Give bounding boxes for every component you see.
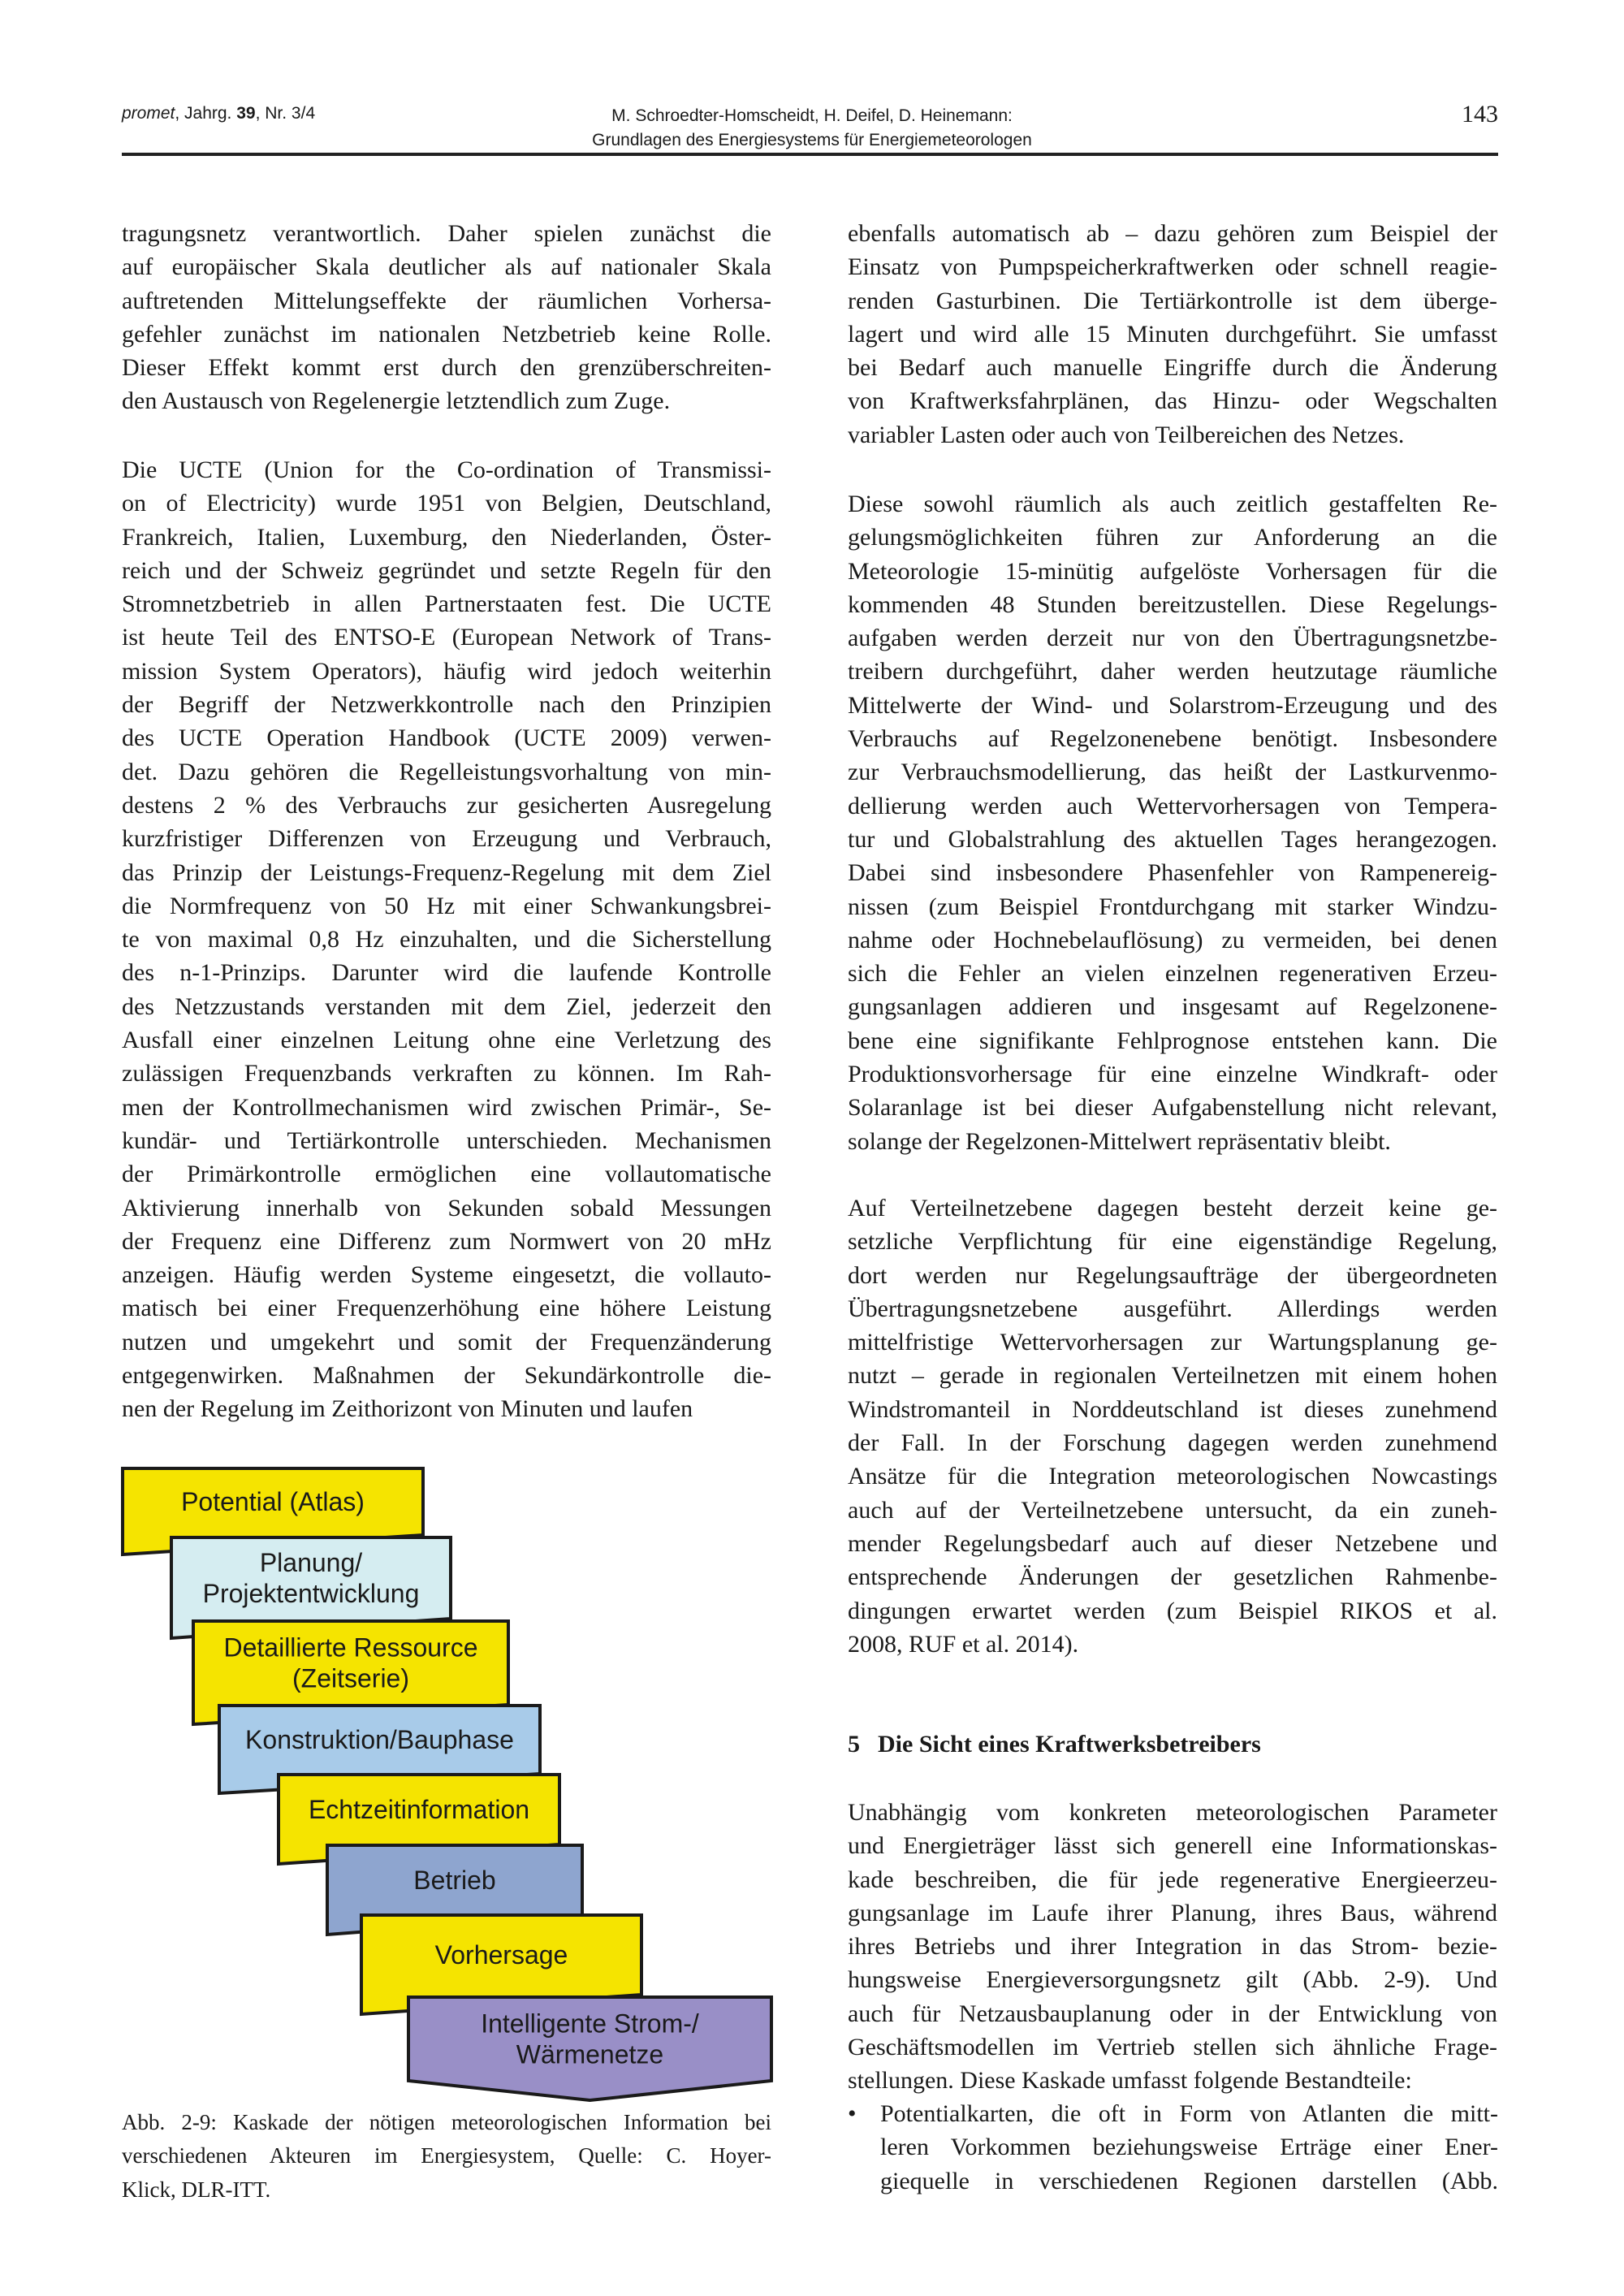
text-line: nutzen und umgekehrt und somit der Frequenzänderung — [122, 1328, 771, 1356]
text-line: entsprechende Änderungen der gesetzlichen Rahmenbe- — [848, 1563, 1497, 1591]
text-line: setzliche Verpflichtung für eine eigenständige Regelung, — [848, 1228, 1497, 1256]
text-line: mittelfristige Wettervorhersagen zur Wartungsplanung ge- — [848, 1329, 1497, 1356]
text-line: tur und Globalstrahlung des aktuellen Tages herangezogen. — [848, 825, 1497, 853]
text-line: kade beschreiben, die für jede regenerative Energieerzeu- — [848, 1866, 1497, 1893]
text-line: Produktionsvorhersage für eine einzelne Windkraft- oder — [848, 1061, 1497, 1088]
right-paragraph-1 — [848, 217, 1497, 452]
text-line: kommenden 48 Stunden bereitzustellen. Diese Regelungs- — [848, 590, 1497, 618]
text-line: sich die Fehler an vielen einzelnen regenerativen Erzeu- — [848, 960, 1497, 988]
text-line: dort werden nur Regelungsaufträge der übergeordneten — [848, 1261, 1497, 1289]
text-line: des n-1-Prinzips. Darunter wird die laufende Kontrolle — [122, 959, 771, 987]
cascade-step-label: Wärmenetze — [516, 2039, 664, 2069]
text-line: der Fall. In der Forschung dagegen werden zunehmend — [848, 1429, 1497, 1457]
text-line: Diese sowohl räumlich als auch zeitlich gestaffelten Re- — [848, 491, 1497, 517]
text-line: nissen (zum Beispiel Frontdurchgang mit starker Windzu- — [848, 893, 1497, 920]
text-line: Stromnetzbetrieb in allen Partnerstaaten fest. Die UCTE — [122, 590, 771, 618]
section-number: 5 — [848, 1731, 860, 1758]
text-line: Abb. 2-9: Kaskade der nötigen meteorologischen Information bei — [122, 2110, 771, 2134]
text-line: Klick, DLR-ITT. — [122, 2177, 271, 2202]
text-line: treibern durchgeführt, daher werden heutzutage räumliche — [848, 658, 1497, 685]
text-line: kurzfristiger Differenzen von Erzeugung und Verbrauch, — [122, 825, 771, 853]
authors: M. Schroedter-Homscheidt, H. Deifel, D. Heinemann: — [611, 106, 1013, 125]
text-line: Windstromanteil in Norddeutschland ist dieses zunehmend — [848, 1395, 1497, 1423]
cascade-step-label: Konstruktion/Bauphase — [245, 1725, 514, 1754]
text-line: ist heute Teil des ENTSO-E (European Network of Trans- — [122, 624, 771, 651]
text-line: stellungen. Diese Kaskade umfasst folgende Bestandteile: — [848, 2067, 1412, 2095]
text-line: reich und der Schweiz gegründet und setzte Regeln für den — [122, 556, 771, 584]
text-line: Solaranlage ist bei dieser Aufgabenstellung nicht relevant, — [848, 1094, 1497, 1122]
volume-number: 39 — [236, 104, 256, 123]
text-line: det. Dazu gehören die Regelleistungsvorhaltung von min- — [122, 758, 771, 785]
text-line: lagert und wird alle 15 Minuten durchgeführt. Sie umfasst — [848, 320, 1497, 348]
text-line: gungsanlage im Laufe ihrer Planung, ihres Baus, während — [848, 1899, 1497, 1926]
text-line: hungsweise Energieversorgungsnetz gilt (Abb. 2-9). Und — [848, 1966, 1497, 1994]
text-line: aufgaben werden derzeit nur von den Übertragungsnetzbe- — [848, 625, 1497, 652]
text-line: Unabhängig vom konkreten meteorologischen Parameter — [848, 1799, 1497, 1826]
volume-label: , Jahrg. — [175, 104, 237, 123]
text-line: Dabei sind insbesondere Phasenfehler von Rampenereig- — [848, 859, 1497, 887]
text-line: Meteorologie 15-minütig aufgelöste Vorhersagen für die — [848, 557, 1497, 585]
text-line: und Energieträger lässt sich generell eine Informationskas- — [848, 1832, 1497, 1860]
text-line: auch auf der Verteilnetzebene untersucht, da ein zuneh- — [848, 1496, 1497, 1524]
text-line: Die UCTE (Union for the Co-ordination of Transmissi- — [122, 456, 771, 483]
text-line: leren Vorkommen beziehungsweise Erträge einer Ener- — [880, 2134, 1498, 2161]
text-line: der Primärkontrolle ermöglichen eine vollautomatische — [122, 1161, 771, 1188]
text-line: des UCTE Operation Handbook (UCTE 2009) verwen- — [122, 724, 771, 752]
text-line: Aktivierung innerhalb von Sekunden sobald Messungen — [122, 1194, 771, 1222]
text-line: tragungsnetz verantwortlich. Daher spielen zunächst die — [122, 220, 771, 247]
cascade-step — [408, 1997, 771, 2100]
cascade-step-label: Projektentwicklung — [202, 1579, 420, 1608]
text-line: men der Kontrollmechanismen wird zwischen Primär-, Se- — [122, 1093, 771, 1121]
text-line: von Kraftwerksfahrplänen, das Hinzu- oder Wegschalten — [848, 387, 1497, 415]
text-line: entgegenwirken. Maßnahmen der Sekundärkontrolle die- — [122, 1362, 771, 1390]
journal-name: promet — [122, 104, 175, 123]
text-line: den Austausch von Regelenergie letztendlich zum Zuge. — [122, 387, 671, 415]
cascade-step-label: (Zeitserie) — [292, 1663, 410, 1693]
cascade-step-label: Planung/ — [259, 1548, 363, 1577]
text-line: solange der Regelzonen-Mittelwert repräsentativ bleibt. — [848, 1127, 1391, 1155]
text-line: nen der Regelung im Zeithorizont von Minuten und laufen — [122, 1395, 693, 1423]
cascade-step-label: Potential (Atlas) — [181, 1487, 365, 1516]
text-line: Geschäftsmodellen im Vertrieb stellen sich ähnliche Frage- — [848, 2034, 1497, 2061]
text-line: das Prinzip der Leistungs-Frequenz-Regelung mit dem Ziel — [122, 858, 771, 886]
bullet-icon: • — [848, 2100, 857, 2127]
text-line: ebenfalls automatisch ab – dazu gehören zum Beispiel der — [848, 220, 1497, 247]
text-line: on of Electricity) wurde 1951 von Belgien, Deutschland, — [122, 490, 771, 517]
text-line: 2008, RUF et al. 2014). — [848, 1630, 1079, 1658]
text-line: dellierung werden auch Wettervorhersagen von Tempera- — [848, 792, 1497, 819]
page-number: 143 — [1462, 101, 1498, 128]
text-line: ihres Betriebs und ihrer Integration in das Strom- bezie- — [848, 1933, 1497, 1961]
figure-caption — [122, 2107, 771, 2207]
text-line: der Begriff der Netzwerkkontrolle nach den Prinzipien — [122, 691, 771, 719]
text-line: anzeigen. Häufig werden Systeme eingesetzt, die vollauto- — [122, 1261, 771, 1289]
text-line: dingungen erwartet werden (zum Beispiel RIKOS et al. — [848, 1597, 1497, 1624]
cascade-figure — [0, 0, 812, 2193]
text-line: variabler Lasten oder auch von Teilbereichen des Netzes. — [848, 421, 1405, 448]
text-line: Frankreich, Italien, Luxemburg, den Niederlanden, Öster- — [122, 523, 771, 551]
section-heading — [848, 1727, 1279, 1761]
right-paragraph-2 — [848, 487, 1497, 1158]
cascade-step-label: Detaillierte Ressource — [223, 1632, 478, 1663]
right-paragraph-3 — [848, 1191, 1497, 1661]
text-line: destens 2 % des Verbrauchs zur gesicherten Ausregelung — [122, 791, 771, 819]
text-line: gungsanlagen addieren und insgesamt auf Regelzonene- — [848, 993, 1497, 1021]
text-line: die Normfrequenz von 50 Hz mit einer Schwankungsbrei- — [122, 892, 771, 919]
cascade-step-label: Betrieb — [413, 1866, 496, 1895]
text-line: Mittelwerte der Wind- und Solarstrom-Erzeugung und des — [848, 691, 1497, 719]
cascade-step-label: Vorhersage — [434, 1940, 568, 1970]
text-line: zulässigen Frequenzbands verkraften zu können. Im Rah- — [122, 1060, 771, 1087]
text-line: bei Bedarf auch manuelle Eingriffe durch die Änderung — [848, 354, 1497, 382]
bullet-text — [880, 2097, 1498, 2198]
text-line: auch für Netzausbauplanung oder in der Entwicklung von — [848, 2000, 1497, 2027]
text-line: giequelle in verschiedenen Regionen darstellen (Abb. — [880, 2167, 1498, 2194]
cascade-step-label: Echtzeitinformation — [308, 1795, 530, 1824]
text-line: gelungsmöglichkeiten führen zur Anforderung an die — [848, 524, 1497, 551]
text-line: matisch bei einer Frequenzerhöhung eine höhere Leistung — [122, 1295, 771, 1322]
text-line: Dieser Effekt kommt erst durch den grenzüberschreiten- — [122, 354, 771, 382]
text-line: zur Verbrauchsmodellierung, das heißt der Lastkurvenmo- — [848, 759, 1497, 786]
text-line: renden Gasturbinen. Die Tertiärkontrolle ist dem überge- — [848, 287, 1497, 314]
text-line: des Netzzustands verstanden mit dem Ziel, jederzeit den — [122, 992, 771, 1020]
right-paragraph-4 — [848, 1796, 1497, 2098]
text-line: Verbrauchs auf Regelzonenebene benötigt. Insbesondere — [848, 725, 1497, 753]
text-line: Auf Verteilnetzebene dagegen besteht derzeit keine ge- — [848, 1195, 1497, 1222]
article-title: Grundlagen des Energiesystems für Energiemeteorologen — [592, 131, 1032, 149]
text-line: Ausfall einer einzelnen Leitung ohne eine Verletzung des — [122, 1027, 771, 1054]
text-line: Einsatz von Pumpspeicherkraftwerken oder schnell reagie- — [848, 253, 1497, 281]
text-line: te von maximal 0,8 Hz einzuhalten, und die Sicherstellung — [122, 926, 771, 953]
cascade-step-label: Intelligente Strom-/ — [481, 2008, 699, 2039]
text-line: Ansätze für die Integration meteorologischen Nowcastings — [848, 1463, 1497, 1490]
text-line: nahme oder Hochnebelauflösung) zu vermeiden, bei denen — [848, 926, 1497, 953]
text-line: verschiedenen Akteuren im Energiesystem, Quelle: C. Hoyer- — [122, 2143, 771, 2168]
text-line: bene eine signifikante Fehlprognose entstehen kann. Die — [848, 1027, 1497, 1054]
text-line: Übertragungsnetzebene ausgeführt. Allerdings werden — [848, 1295, 1497, 1322]
text-line: mender Regelungsbedarf auch auf dieser Netzebene und — [848, 1529, 1497, 1557]
text-line: auftretenden Mittelungseffekte der räumlichen Vorhersa- — [122, 287, 771, 314]
text-line: nutzt – gerade in regionalen Verteilnetzen mit einem hohen — [848, 1362, 1497, 1390]
section-title: Die Sicht eines Kraftwerksbetreibers — [878, 1731, 1261, 1758]
text-line: Potentialkarten, die oft in Form von Atlanten die mitt- — [880, 2100, 1498, 2127]
text-line: der Frequenz eine Differenz zum Normwert von 20 mHz — [122, 1227, 771, 1255]
text-line: kundär- und Tertiärkontrolle unterschieden. Mechanismen — [122, 1126, 771, 1154]
text-line: gefehler zunächst im nationalen Netzbetrieb keine Rolle. — [122, 320, 771, 348]
text-line: auf europäischer Skala deutlicher als auf nationaler Skala — [122, 253, 771, 281]
issue-number: , Nr. 3/4 — [255, 104, 316, 123]
text-line: mission System Operators), häufig wird jedoch weiterhin — [122, 657, 771, 685]
